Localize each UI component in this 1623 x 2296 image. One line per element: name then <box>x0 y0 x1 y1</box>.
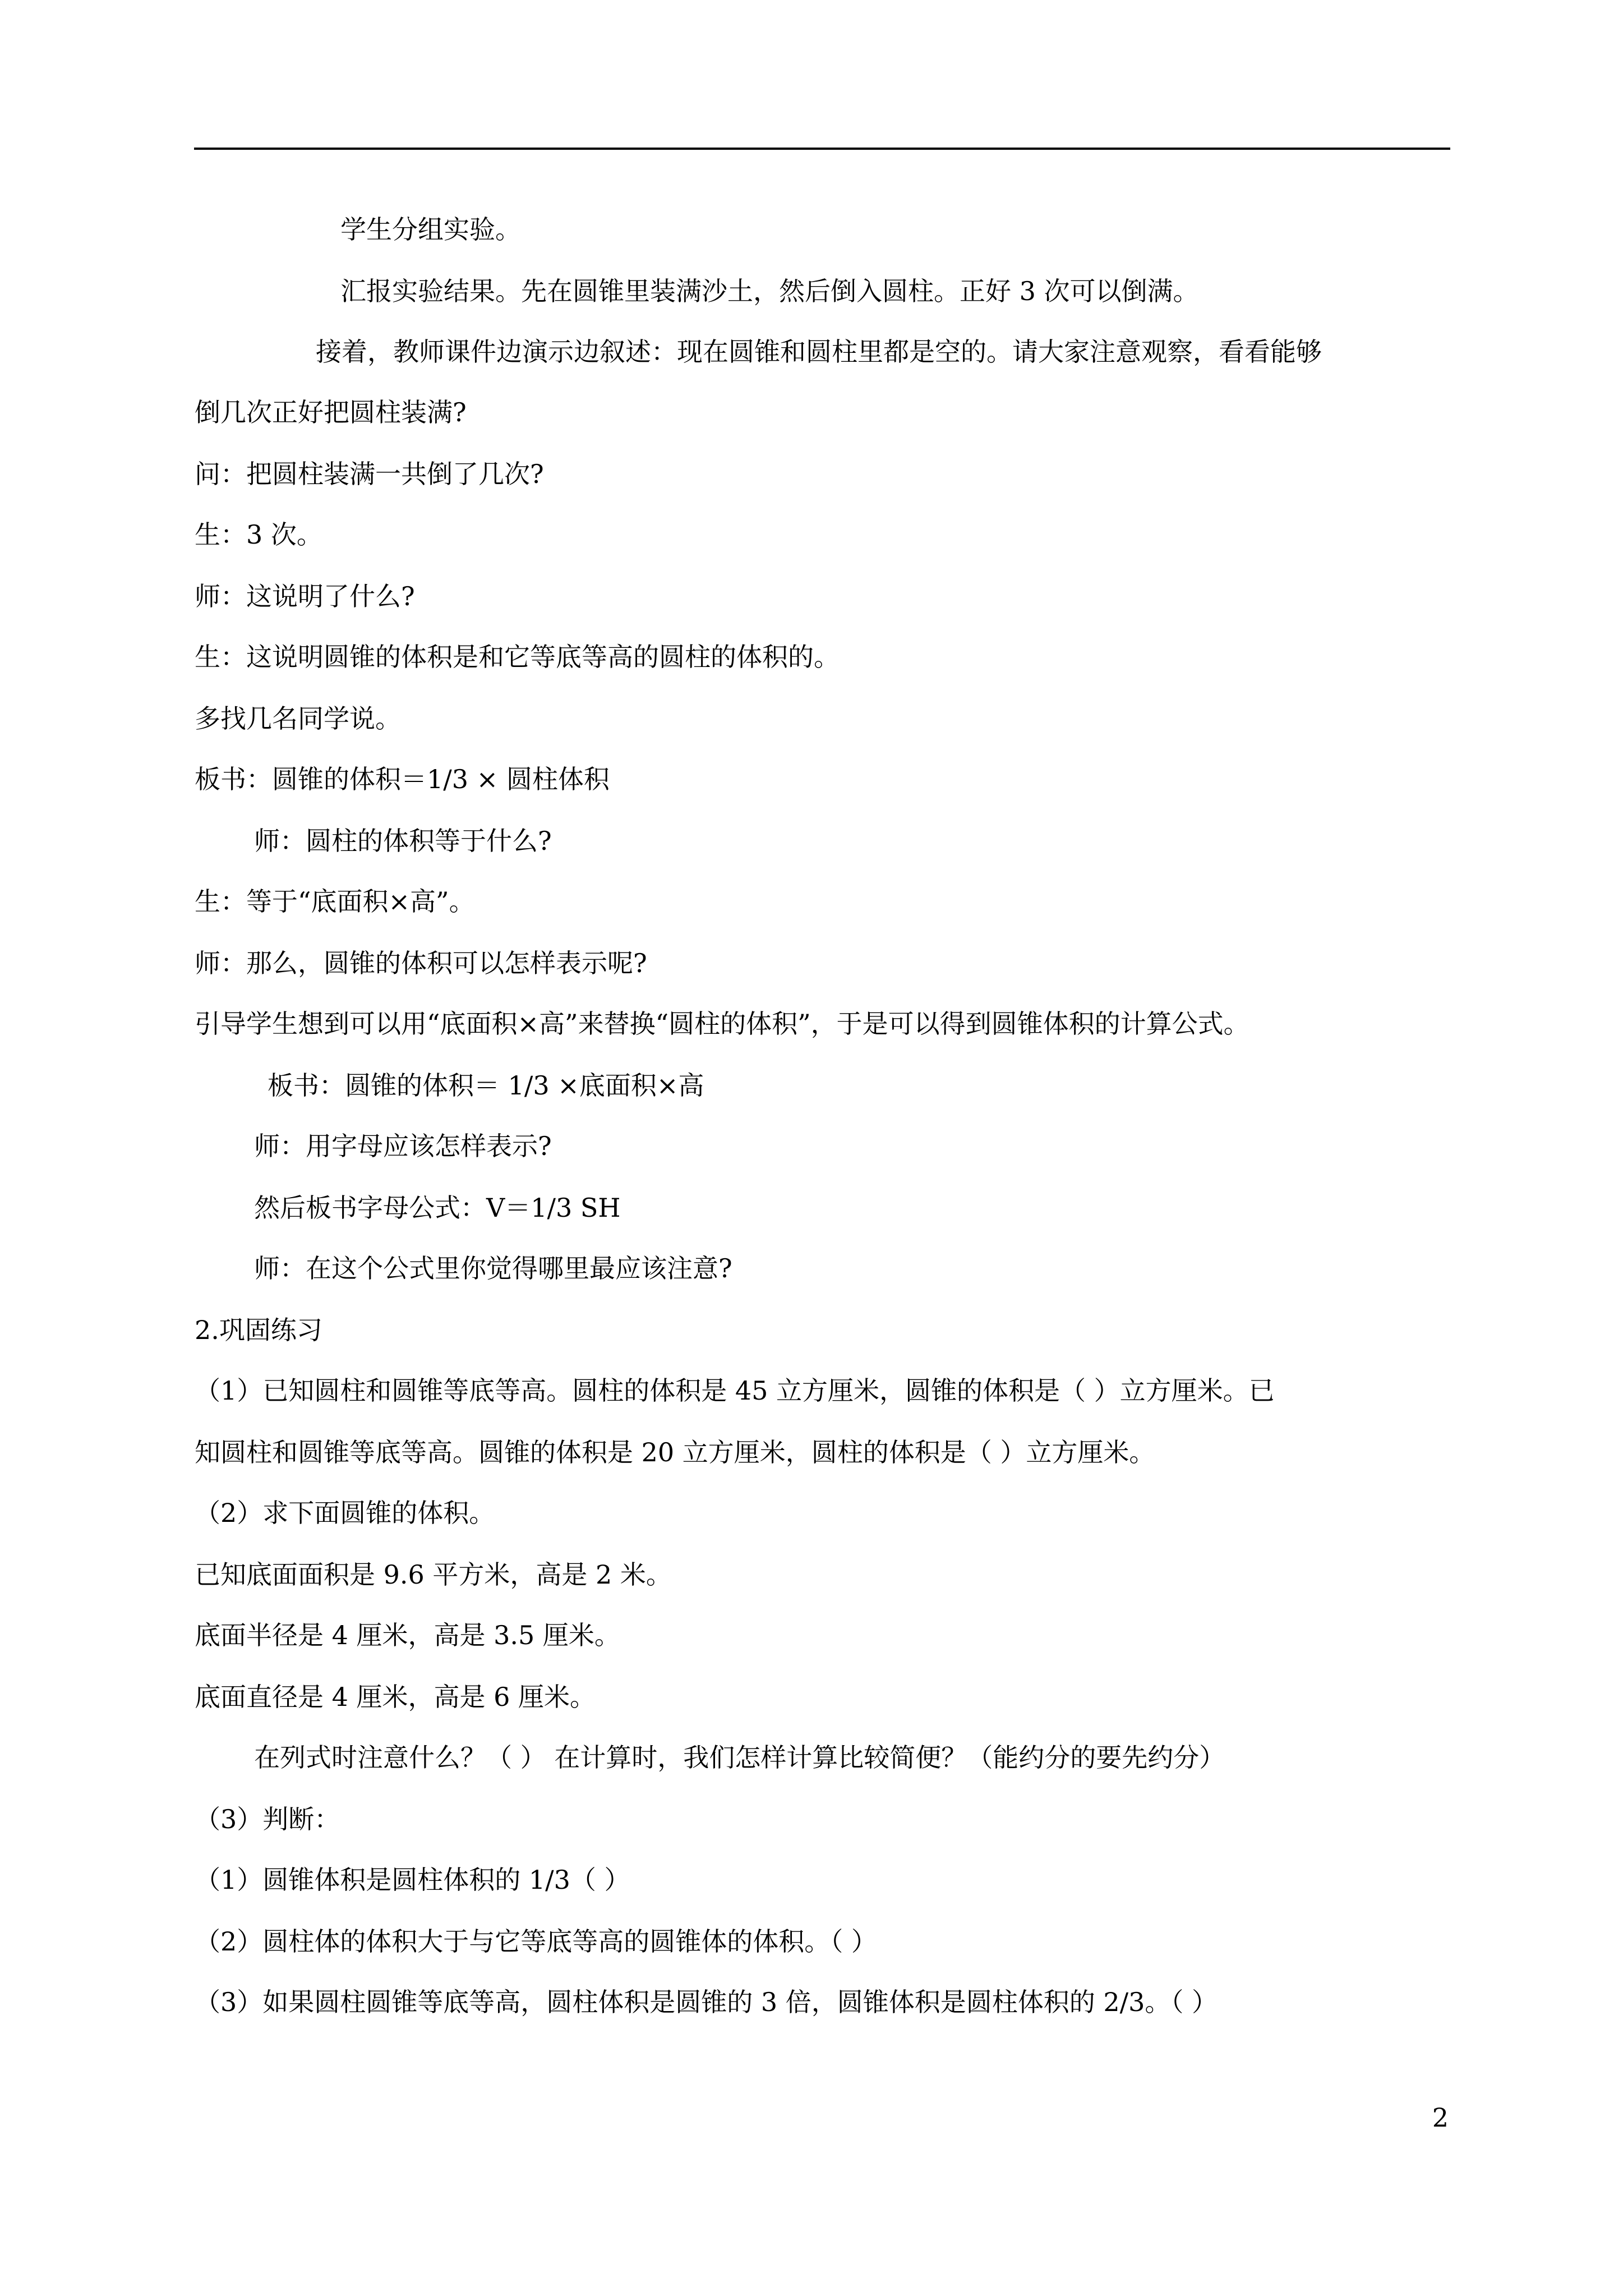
text-line-4: 倒几次正好把圆柱装满? <box>195 397 467 427</box>
text-line-23: 已知底面面积是 9.6 平方米，高是 2 米。 <box>195 1559 672 1590</box>
text-line-22: （2）求下面圆锥的体积。 <box>195 1498 495 1528</box>
text-line-7: 师：这说明了什么? <box>195 581 415 611</box>
text-line-6: 生：3 次。 <box>195 519 322 550</box>
text-line-26: 在列式时注意什么？（ ） 在计算时，我们怎样计算比较简便？（能约分的要先约分） <box>254 1742 1225 1773</box>
text-line-27: （3）判断： <box>195 1804 340 1834</box>
text-line-5: 问：把圆柱装满一共倒了几次? <box>195 459 544 489</box>
text-line-10: 板书：圆锥的体积＝1/3 × 圆柱体积 <box>195 764 610 794</box>
text-line-20: （1）已知圆柱和圆锥等底等高。圆柱的体积是 45 立方厘米，圆锥的体积是（ ）立方厘米。已 <box>195 1375 1275 1406</box>
text-line-28: （1）圆锥体积是圆柱体积的 1/3（ ） <box>195 1865 630 1895</box>
text-line-9: 多找几名同学说。 <box>195 703 401 734</box>
text-line-12: 生：等于“底面积×高”。 <box>195 886 475 917</box>
text-line-11: 师：圆柱的体积等于什么? <box>254 826 552 856</box>
page-number: 2 <box>1432 2102 1449 2133</box>
text-line-19: 2.巩固练习 <box>195 1315 322 1345</box>
text-line-17: 然后板书字母公式：V＝1/3 SH <box>254 1193 621 1223</box>
text-line-14: 引导学生想到可以用“底面积×高”来替换“圆柱的体积”，于是可以得到圆锥体积的计算公式。 <box>195 1009 1249 1039</box>
text-line-29: （2）圆柱体的体积大于与它等底等高的圆锥体的体积。（ ） <box>195 1926 877 1957</box>
text-line-18: 师：在这个公式里你觉得哪里最应该注意? <box>254 1253 732 1283</box>
text-line-3: 接着，教师课件边演示边叙述：现在圆锥和圆柱里都是空的。请大家注意观察，看看能够 <box>316 337 1322 367</box>
text-line-1: 学生分组实验。 <box>340 214 521 245</box>
text-line-25: 底面直径是 4 厘米，高是 6 厘米。 <box>195 1682 596 1712</box>
text-line-13: 师：那么，圆锥的体积可以怎样表示呢? <box>195 948 647 978</box>
text-line-15: 板书：圆锥的体积＝ 1/3 ×底面积×高 <box>268 1070 704 1101</box>
header-rule <box>194 148 1450 150</box>
text-line-30: （3）如果圆柱圆锥等底等高，圆柱体积是圆锥的 3 倍，圆锥体积是圆柱体积的 2/3。（ ） <box>195 1987 1218 2017</box>
text-line-8: 生：这说明圆锥的体积是和它等底等高的圆柱的体积的。 <box>195 642 840 672</box>
text-line-16: 师：用字母应该怎样表示? <box>254 1131 552 1161</box>
text-line-21: 知圆柱和圆锥等底等高。圆锥的体积是 20 立方厘米，圆柱的体积是（ ）立方厘米。 <box>195 1437 1155 1467</box>
text-line-24: 底面半径是 4 厘米，高是 3.5 厘米。 <box>195 1620 620 1650</box>
text-line-2: 汇报实验结果。先在圆锥里装满沙土，然后倒入圆柱。正好 3 次可以倒满。 <box>340 276 1199 306</box>
